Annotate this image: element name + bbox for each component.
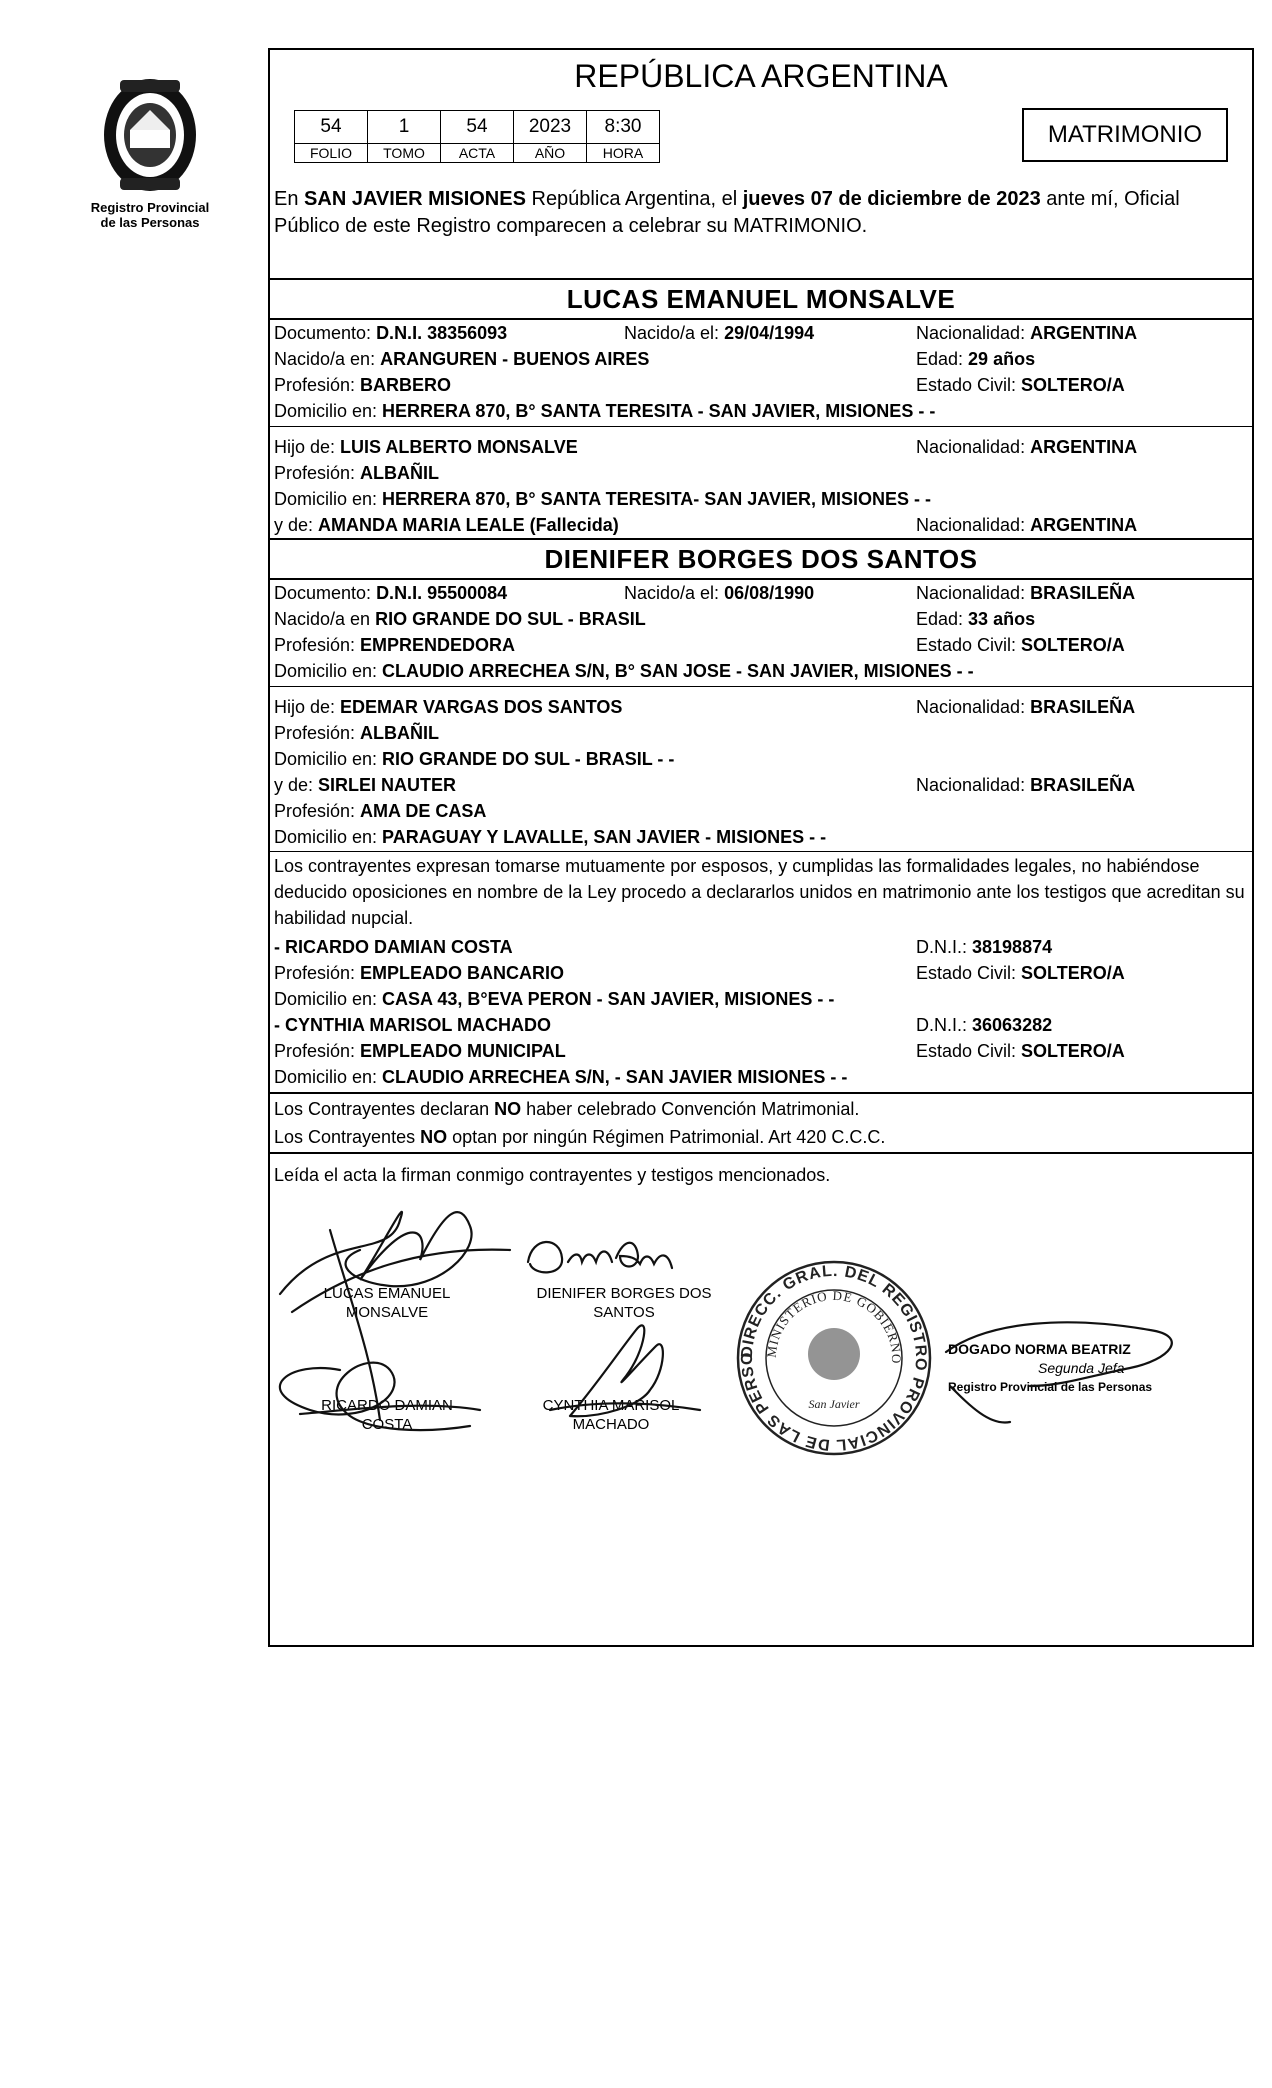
tomo-label: TOMO — [368, 144, 441, 163]
spouse2-row-mother-prof — [274, 798, 1248, 824]
witness1-dni: 38198874 — [972, 937, 1053, 957]
spouse1-father-nationality: ARGENTINA — [1030, 437, 1138, 457]
official-title: Segunda Jefa — [1038, 1360, 1125, 1376]
spouse1-nationality: ARGENTINA — [1030, 323, 1138, 343]
spouse1-mother-nationality: ARGENTINA — [1030, 515, 1138, 535]
spouse2-address: CLAUDIO ARRECHEA S/N, B° SAN JOSE - SAN JAVIER, MISIONES - - — [382, 661, 974, 681]
label: Profesión: — [274, 801, 361, 821]
label: Nacionalidad: — [916, 437, 1031, 457]
label: Documento: — [274, 323, 377, 343]
spouse1-mother: AMANDA MARIA LEALE (Fallecida) — [318, 515, 619, 535]
spouse1-civil-status: SOLTERO/A — [1021, 375, 1125, 395]
registry-number-table — [294, 110, 660, 163]
sig-label-line: MACHADO — [572, 1416, 650, 1433]
spouse2-civil-status: SOLTERO/A — [1021, 635, 1125, 655]
label: Estado Civil: — [916, 1041, 1022, 1061]
conv-text: haber celebrado Convención Matrimonial. — [521, 1099, 860, 1119]
spouse1-row-mother — [274, 512, 1248, 538]
signature-label-spouse1 — [292, 1284, 482, 1322]
spouse1-row-father-prof — [274, 460, 1248, 486]
folio-label: FOLIO — [295, 144, 368, 163]
label: Nacido/a el: — [624, 583, 725, 603]
anio-value: 2023 — [514, 111, 587, 144]
seal-city: San Javier — [808, 1397, 860, 1411]
sig-label-line: COSTA — [361, 1416, 413, 1433]
anio-label: AÑO — [514, 144, 587, 163]
spouse2-mother-address: PARAGUAY Y LAVALLE, SAN JAVIER - MISIONES - - — [382, 827, 827, 847]
witness1-civil-status: SOLTERO/A — [1021, 963, 1125, 983]
witness1-row-dom — [274, 986, 1248, 1012]
regime-text: optan por ningún Régimen Patrimonial. Art 420 C.C.C. — [447, 1127, 886, 1147]
spouse2-father-address: RIO GRANDE DO SUL - BRASIL - - — [382, 749, 675, 769]
signature-label-witness2 — [516, 1396, 706, 1434]
label: Domicilio en: — [274, 749, 383, 769]
acta-value: 54 — [441, 111, 514, 144]
intro-text: ante mí, Oficial Público de este Registro comparecen a celebrar su MATRIMONIO. — [274, 188, 1180, 237]
sig-label-line: MONSALVE — [345, 1304, 429, 1321]
label: Domicilio en: — [274, 489, 383, 509]
witness1-profession: EMPLEADO BANCARIO — [360, 963, 565, 983]
spouse1-father-profession: ALBAÑIL — [360, 463, 440, 483]
label: Domicilio en: — [274, 1067, 383, 1087]
witness2-row-dom — [274, 1064, 1248, 1090]
spouse2-row-doc — [274, 580, 1248, 606]
spouse1-row-father-dom — [274, 486, 1248, 512]
spouse2-father-profession: ALBAÑIL — [360, 723, 440, 743]
intro-paragraph — [274, 186, 1248, 240]
label: D.N.I.: — [916, 937, 973, 957]
spouse2-row-father-prof — [274, 720, 1248, 746]
spouse2-mother-nationality: BRASILEÑA — [1030, 775, 1136, 795]
divider — [270, 686, 1252, 687]
spouse2-father: EDEMAR VARGAS DOS SANTOS — [340, 697, 623, 717]
witness2-address: CLAUDIO ARRECHEA S/N, - SAN JAVIER MISIONES - - — [382, 1067, 848, 1087]
spouse2-father-nationality: BRASILEÑA — [1030, 697, 1136, 717]
spouse2-mother-profession: AMA DE CASA — [360, 801, 487, 821]
spouse1-name: LUCAS EMANUEL MONSALVE — [566, 284, 956, 314]
witness1-row-prof — [274, 960, 1248, 986]
official-name: DOGADO NORMA BEATRIZ — [948, 1341, 1131, 1357]
registry-logo — [70, 70, 230, 230]
witness2-profession: EMPLEADO MUNICIPAL — [360, 1041, 566, 1061]
folio-value: 54 — [295, 111, 368, 144]
seal-icon — [734, 1258, 934, 1458]
hora-label: HORA — [587, 144, 660, 163]
witness2-row-name — [274, 1012, 1248, 1038]
witness1-name: - RICARDO DAMIAN COSTA — [274, 937, 513, 957]
label: Profesión: — [274, 963, 361, 983]
label: Estado Civil: — [916, 635, 1022, 655]
divider — [270, 426, 1252, 427]
act-type-box: MATRIMONIO — [1022, 108, 1228, 162]
spouse1-birthdate: 29/04/1994 — [724, 323, 815, 343]
country-title: REPÚBLICA ARGENTINA — [574, 58, 948, 94]
divider — [270, 851, 1252, 852]
spouse1-doc: D.N.I. 38356093 — [376, 323, 508, 343]
label: Domicilio en: — [274, 989, 383, 1009]
label: Estado Civil: — [916, 375, 1022, 395]
divider — [270, 278, 1252, 280]
label: Nacido/a en: — [274, 349, 381, 369]
regime-no: NO — [420, 1127, 448, 1147]
logo-text-line-2: de las Personas — [100, 215, 200, 230]
spouse2-age: 33 años — [968, 609, 1036, 629]
spouse2-row-father-dom — [274, 746, 1248, 772]
label: Hijo de: — [274, 697, 341, 717]
intro-date: jueves 07 de diciembre de 2023 — [742, 188, 1041, 210]
spouse2-row-dom — [274, 658, 1248, 684]
official-seal — [734, 1258, 934, 1458]
label: Nacionalidad: — [916, 515, 1031, 535]
spouse1-row-prof — [274, 372, 1248, 398]
hora-value: 8:30 — [587, 111, 660, 144]
spouse1-age: 29 años — [968, 349, 1036, 369]
label: Edad: — [916, 349, 969, 369]
label: Profesión: — [274, 635, 361, 655]
label: Hijo de: — [274, 437, 341, 457]
witness2-row-prof — [274, 1038, 1248, 1064]
label: D.N.I.: — [916, 1015, 973, 1035]
spouse2-birthplace: RIO GRANDE DO SUL - BRASIL — [375, 609, 646, 629]
label: Nacido/a en — [274, 609, 376, 629]
label: Estado Civil: — [916, 963, 1022, 983]
seal-outer-text: DIRECC. GRAL. DEL REGISTRO PROVINCIAL DE LAS PERSO — [738, 1262, 930, 1454]
label: Nacido/a el: — [624, 323, 725, 343]
spouse1-address: HERRERA 870, B° SANTA TERESITA - SAN JAVIER, MISIONES - - — [382, 401, 936, 421]
signature-label-witness1 — [292, 1396, 482, 1434]
sig-label-line: SANTOS — [593, 1304, 655, 1321]
official-stamp-text — [948, 1340, 1228, 1397]
act-frame — [268, 48, 1254, 1647]
regime-line — [274, 1124, 1248, 1150]
spouse1-profession: BARBERO — [360, 375, 452, 395]
spouse2-row-father — [274, 694, 1248, 720]
label: Domicilio en: — [274, 401, 383, 421]
sig-label-line: DIENIFER BORGES DOS — [536, 1285, 712, 1302]
spouse2-row-place — [274, 606, 1248, 632]
spouse2-mother: SIRLEI NAUTER — [318, 775, 457, 795]
label: Nacionalidad: — [916, 697, 1031, 717]
spouse2-nationality: BRASILEÑA — [1030, 583, 1136, 603]
label: y de: — [274, 775, 319, 795]
divider — [270, 538, 1252, 540]
provincial-emblem-icon — [90, 70, 210, 200]
sig-label-line: LUCAS EMANUEL — [323, 1285, 451, 1302]
witness2-civil-status: SOLTERO/A — [1021, 1041, 1125, 1061]
label: Domicilio en: — [274, 827, 383, 847]
logo-text-line-1: Registro Provincial — [90, 200, 210, 215]
spouse2-profession: EMPRENDEDORA — [360, 635, 516, 655]
spouse1-birthplace: ARANGUREN - BUENOS AIRES — [380, 349, 650, 369]
spouse2-row-mother-dom — [274, 824, 1248, 850]
convention-line — [274, 1096, 1248, 1122]
sig-label-line: CYNTHIA MARISOL — [542, 1397, 680, 1414]
label: Nacionalidad: — [916, 775, 1031, 795]
official-office: Registro Provincial de las Personas — [948, 1380, 1153, 1394]
tomo-value: 1 — [368, 111, 441, 144]
witness2-name: - CYNTHIA MARISOL MACHADO — [274, 1015, 551, 1035]
label: Nacionalidad: — [916, 583, 1031, 603]
witness2-dni: 36063282 — [972, 1015, 1053, 1035]
spouse1-row-place — [274, 346, 1248, 372]
spouse2-doc: D.N.I. 95500084 — [376, 583, 508, 603]
signature-label-spouse2 — [514, 1284, 734, 1322]
intro-text: República Argentina, el — [525, 188, 743, 210]
spouse1-row-doc — [274, 320, 1248, 346]
label: y de: — [274, 515, 319, 535]
spouse1-row-dom — [274, 398, 1248, 424]
regime-text: Los Contrayentes — [274, 1127, 421, 1147]
label: Edad: — [916, 609, 969, 629]
conv-no: NO — [494, 1099, 522, 1119]
label: Profesión: — [274, 463, 361, 483]
closing-line: Leída el acta la firman conmigo contrayentes y testigos mencionados. — [274, 1165, 831, 1185]
spouse1-father-address: HERRERA 870, B° SANTA TERESITA- SAN JAVIER, MISIONES - - — [382, 489, 931, 509]
seal-inner-text: MINISTERIO DE GOBIERNO — [763, 1287, 905, 1365]
spouse2-row-mother — [274, 772, 1248, 798]
label: Profesión: — [274, 375, 361, 395]
divider — [270, 1092, 1252, 1094]
conv-text: Los Contrayentes declaran — [274, 1099, 495, 1119]
spouse2-name: DIENIFER BORGES DOS SANTOS — [544, 544, 978, 574]
declaration-paragraph: Los contrayentes expresan tomarse mutuamente por esposos, y cumplidas las formalidades legales, no habiéndose deducido oposiciones en nombre de la Ley procedo a declararlos unidos en matrimonio ante los testigos que acreditan su habilidad nupcial. — [274, 856, 1245, 928]
label: Documento: — [274, 583, 377, 603]
witness1-row-name — [274, 934, 1248, 960]
label: Profesión: — [274, 723, 361, 743]
divider — [270, 1152, 1252, 1154]
spouse2-birthdate: 06/08/1990 — [724, 583, 815, 603]
spouse2-row-prof — [274, 632, 1248, 658]
label: Nacionalidad: — [916, 323, 1031, 343]
acta-label: ACTA — [441, 144, 514, 163]
label: Profesión: — [274, 1041, 361, 1061]
label: Domicilio en: — [274, 661, 383, 681]
spouse1-row-father — [274, 434, 1248, 460]
spouse1-father: LUIS ALBERTO MONSALVE — [340, 437, 578, 457]
intro-text: En — [274, 188, 305, 210]
sig-label-line: RICARDO DAMIAN — [321, 1397, 453, 1414]
witness1-address: CASA 43, B°EVA PERON - SAN JAVIER, MISIONES - - — [382, 989, 835, 1009]
intro-place: SAN JAVIER MISIONES — [304, 188, 526, 210]
